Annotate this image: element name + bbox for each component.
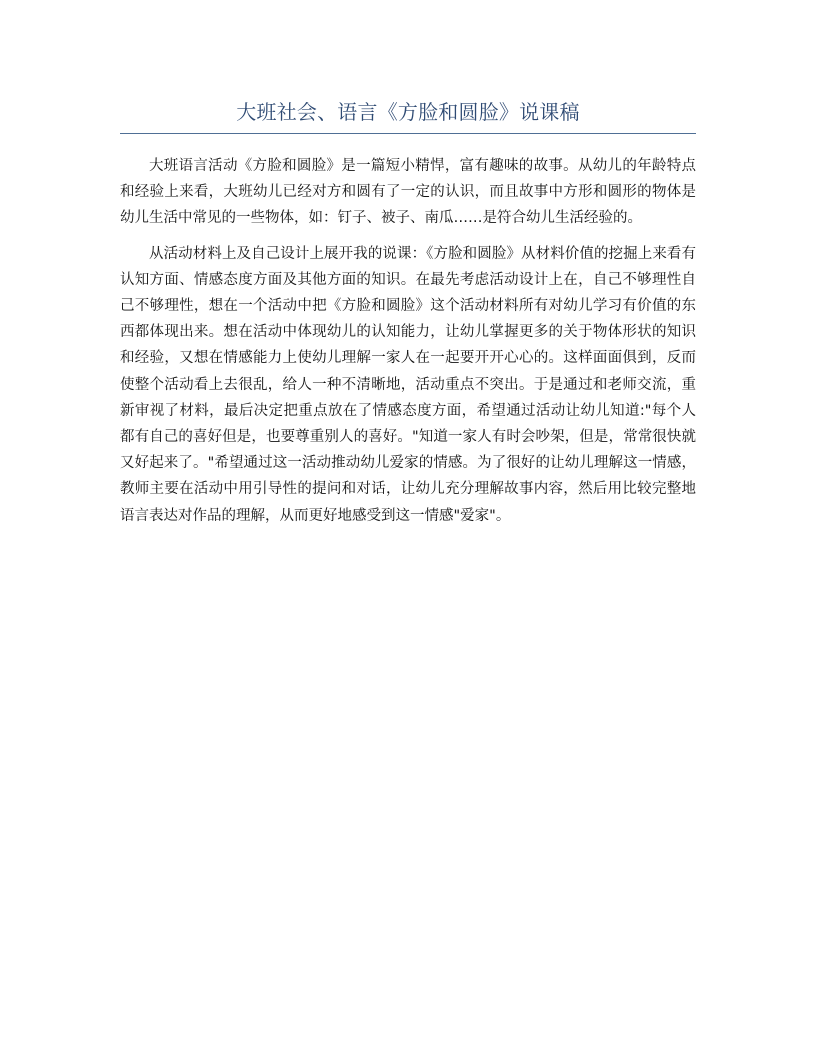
paragraph-2: 从活动材料上及自己设计上展开我的说课：《方脸和圆脸》从材料价值的挖掘上来看有认知方面、情感态度方面及其他方面的知识。在最先考虑活动设计上在，自己不够理性自己不够理性，想在一个活动中把《方脸和圆脸》这个活动材料所有对幼儿学习有价值的东西都体现出来。想在活动中体现幼儿的认知能力，让幼儿掌握更多的关于物体形状的知识和经验，又想在情感能力上使幼儿理解一家人在一起要开开心心的。这样面面俱到，反而使整个活动看上去很乱，给人一种不清晰地，活动重点不突出。于是通过和老师交流，重新审视了材料，最后决定把重点放在了情感态度方面，希望通过活动让幼儿知道:"每个人都有自己的喜好但是，也要尊重别人的喜好。"知道一家人有时会吵架，但是，常常很快就又好起来了。"希望通过这一活动推动幼儿爱家的情感。为了很好的让幼儿理解这一情感，教师主要在活动中用引导性的提问和对话，让幼儿充分理解故事内容，然后用比较完整地语言表达对作品的理解，从而更好地感受到这一情感"爱家"。 <box>120 245 696 524</box>
title-underline <box>120 133 696 134</box>
document-title: 大班社会、语言《方脸和圆脸》说课稿 <box>236 100 580 124</box>
document-body <box>120 153 696 538</box>
paragraph-1: 大班语言活动《方脸和圆脸》是一篇短小精悍，富有趣味的故事。从幼儿的年龄特点和经验上来看，大班幼儿已经对方和圆有了一定的认识，而且故事中方形和圆形的物体是幼儿生活中常见的一些物体，如：钉子、被子、南瓜……是符合幼儿生活经验的。 <box>120 158 696 227</box>
